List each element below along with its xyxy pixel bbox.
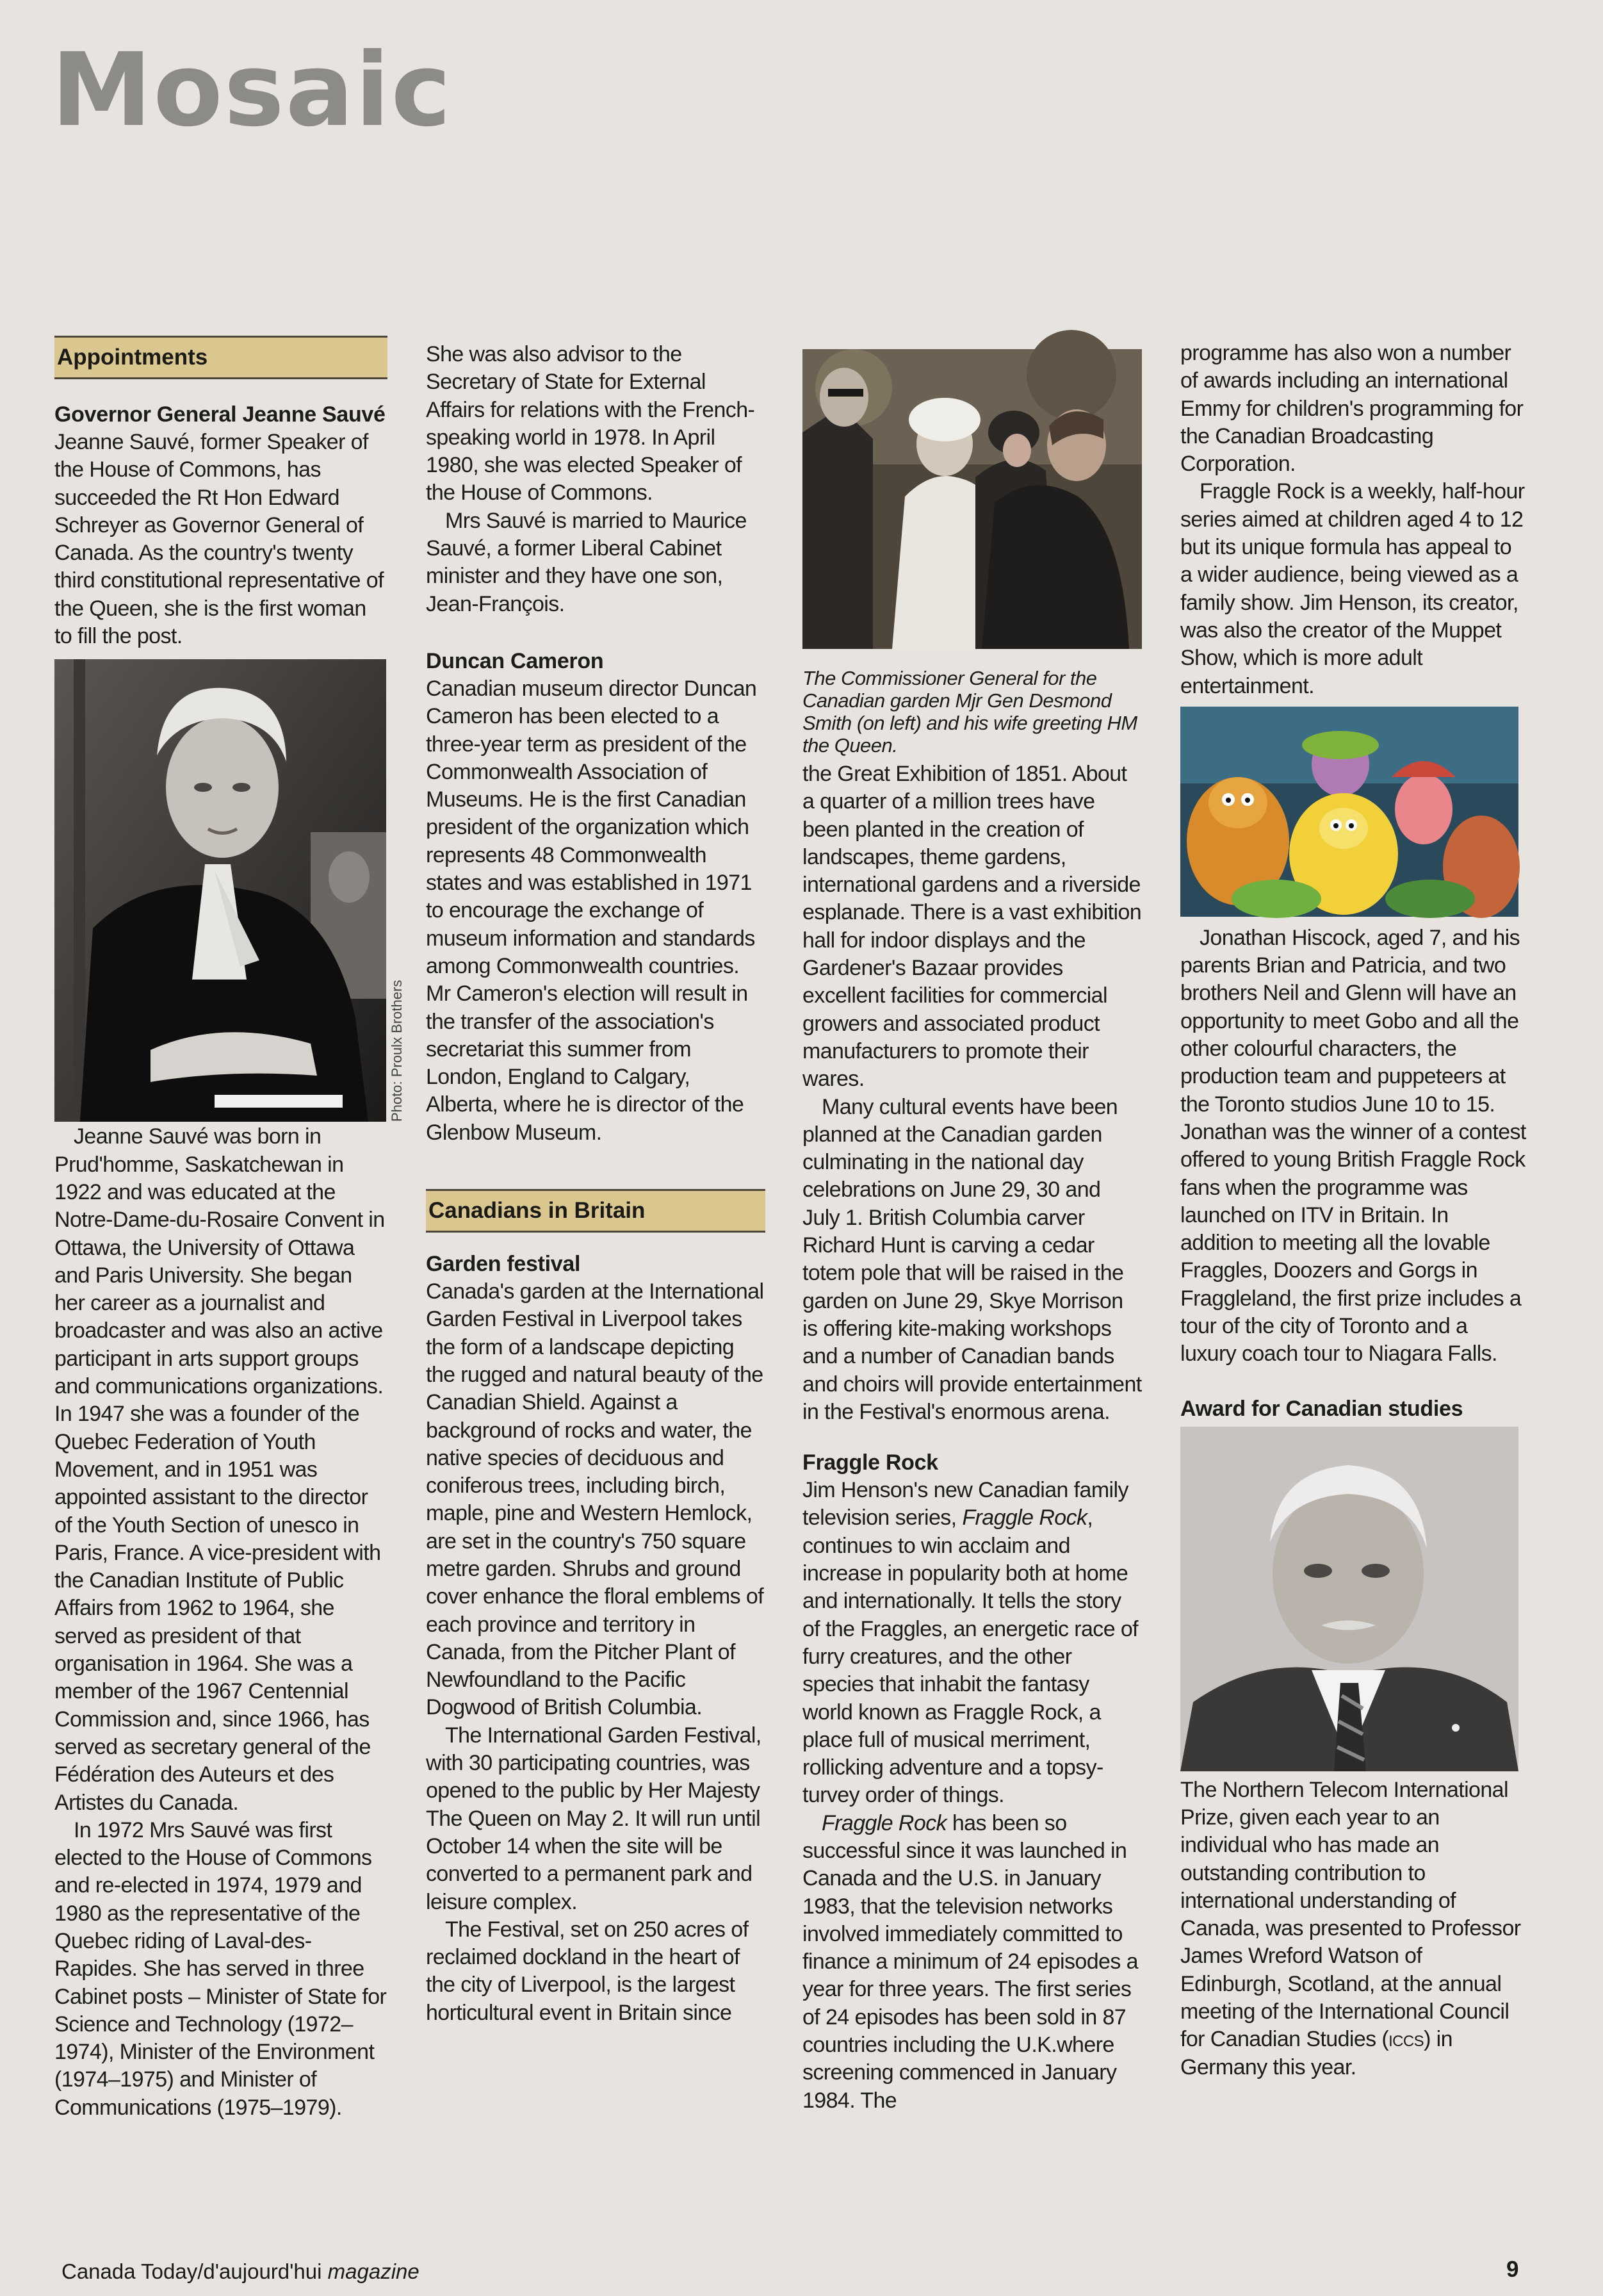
cameron-text [426, 675, 765, 1147]
paragraph: Fraggle Rock is a weekly, half-hour series aimed at children aged 4 to 12 but its unique formula has appeal to a wider audience, being viewed as a family show. Jim Henson, its creator, was also the creator of the Muppet Show, which is more adult entertainment. [1180, 479, 1525, 698]
sauve-continued [426, 341, 765, 618]
article-heading-award: Award for Canadian studies [1180, 1396, 1463, 1421]
column-3 [802, 349, 1142, 2115]
paragraph: Canada's garden at the International Garden Festival in Liverpool takes the form of a landscape depicting the rugged and natural beauty of the Canadian Shield. Against a background of rocks and water, the native species of deciduous and coniferous trees, including birch, maple, pine and Western Hemlock, are set in the country's 750 square metre garden. Shrubs and ground cover enhance the floral emblems of each province and territory in Canada, from the Pitcher Plant of Newfoundland to the Pacific Dogwood of British Columbia. [426, 1279, 764, 1720]
fraggle-continued [1180, 340, 1526, 700]
paragraph: the Great Exhibition of 1851. About a quarter of a million trees have been planted in the creation of landscapes, theme gardens, international gardens and a riverside esplanade. There is a vast exhibition hall for indoor displays and the Gardener's Bazaar provides excellent facilities for commercial growers and associated product manufacturers to promote their wares. [802, 762, 1142, 1092]
garden-text-continued [802, 760, 1142, 1426]
show-title: Fraggle Rock [822, 1810, 947, 1835]
column-1 [54, 336, 405, 2122]
sauve-intro [54, 429, 387, 650]
footer-publication [61, 2259, 419, 2284]
photo-queen-garden [802, 349, 1142, 649]
show-title: Fraggle Rock [962, 1505, 1087, 1530]
fraggle-contest [1180, 924, 1526, 1368]
paragraph: The International Garden Festival, with 30 participating countries, was opened to the public by Her Majesty The Queen on May 2. It will run until October 14 when the site will be converted to a permanent park and leisure complex. [426, 1723, 761, 1914]
sauve-bio [54, 1123, 387, 2122]
photo-credit: Photo: Proulx Brothers [389, 980, 405, 1122]
paragraph: The Festival, set on 250 acres of reclaimed dockland in the heart of the city of Liverpool, is the largest horticultural event in Britain since [426, 1917, 749, 2025]
article-heading-cameron: Duncan Cameron [426, 648, 604, 673]
column-2 [426, 341, 765, 2027]
photo-fraggles [1180, 707, 1518, 917]
paragraph: She was also advisor to the Secretary of State for External Affairs for relations with the French-speaking world in 1978. In April 1980, she was elected Speaker of the House of Commons. [426, 342, 755, 505]
fraggle-text [802, 1477, 1142, 2115]
fraggles-image [1180, 707, 1518, 917]
paragraph: In 1972 Mrs Sauvé was first elected to the House of Commons and re-elected in 1974, 1979 and 1980 as the representative of the Quebec riding of Laval-des- Rapides. She has served in three Cabinet posts – Minister of State for Science and Technology (1972–1974), Minister of the Environment (1974–1975) and Minister of Communications (1975–1979). [54, 1817, 387, 2120]
garden-text [426, 1278, 765, 2027]
paragraph: Jeanne Sauvé, former Speaker of the House of Commons, has succeeded the Rt Hon Edward Schreyer as Governor General of Canada. As the country's twenty third constitutional representative of the Queen, she is the first woman to fill the post. [54, 430, 384, 649]
text-run: , continues to win acclaim and increase in popularity both at home and internationally. It tells the story of the Fraggles, an energetic race of furry creatures, and the other species that inhabit the fantasy world known as Fraggle Rock, a place full of musical merriment, rollicking adventure and a topsy-turvey order of things. [802, 1505, 1139, 1808]
portrait-image [54, 659, 386, 1122]
article-heading-fraggle: Fraggle Rock [802, 1450, 938, 1475]
column-4 [1180, 340, 1526, 2081]
award-text [1180, 1776, 1526, 2081]
paragraph: Many cultural events have been planned at the Canadian garden culminating in the national day celebrations on June 29, 30 and July 1. British Columbia carver Richard Hunt is carving a cedar totem pole that will be raised in the garden on June 29, Skye Morrison is offering kite-making workshops and a number of Canadian bands and choirs will provide entertainment in the Festival's enormous arena. [802, 1094, 1142, 1424]
paragraph: Jonathan Hiscock, aged 7, and his parents Brian and Patricia, and two brothers Neil and Glenn will have an opportunity to meet Gobo and all the other colourful characters, the production team and puppeteers at the Toronto studios June 10 to 15. Jonathan was the winner of a contest offered to young British Fraggle Rock fans when the programme was launched on ITV in Britain. In addition to meeting all the lovable Fraggles, Doozers and Gorgs in Fraggleland, the first prize includes a tour of the city of Toronto and a luxury coach tour to Niagara Falls. [1180, 925, 1526, 1366]
publication-suffix: magazine [327, 2259, 419, 2283]
photo-james-watson [1180, 1427, 1518, 1771]
paragraph [802, 1477, 1142, 1810]
portrait-watson-image [1180, 1427, 1518, 1771]
publication-name: Canada Today/d'aujourd'hui [61, 2259, 322, 2283]
section-label: Appointments [57, 345, 208, 370]
text-run: has been so successful since it was launched in Canada and the U.S. in January 1983, that the television networks involved immediately committed to finance a minimum of 24 episodes a year for three years. The first series of 24 episodes has been sold in 87 countries including the U.K.where screening commenced in January 1984. The [802, 1810, 1138, 2113]
paragraph [802, 1810, 1142, 2115]
photo-caption: The Commissioner General for the Canadian garden Mjr Gen Desmond Smith (on left) and his wife greeting HM the Queen. [802, 667, 1137, 757]
photo-jeanne-sauve [54, 659, 405, 1122]
paragraph: Mrs Sauvé is married to Maurice Sauvé, a former Liberal Cabinet minister and they have one son, Jean-François. [426, 508, 747, 616]
paragraph: Canadian museum director Duncan Cameron has been elected to a three-year term as president of the Commonwealth Association of Museums. He is the first Canadian president of the organization which represents 48 Commonwealth states and was established in 1971 to encourage the exchange of museum information and standards among Commonwealth countries. Mr Cameron's election will result in the transfer of the association's secretariat this summer from London, England to Calgary, Alberta, where he is director of the Glenbow Museum. [426, 676, 757, 1145]
abbreviation: iccs [1388, 2027, 1424, 2052]
article-heading-sauve: Governor General Jeanne Sauvé [54, 402, 386, 427]
section-appointments [54, 336, 387, 379]
page-number: 9 [1506, 2257, 1519, 2282]
text-run: The Northern Telecom International Prize, given each year to an individual who has made an outstanding contribution to international understanding of Canada, was presented to Professor James Wreford Watson of Edinburgh, Scotland, at the annual meeting of the International Council for Canadian Studies ( [1180, 1777, 1521, 2052]
text-run: Jim Henson's new Canadian family television series, [802, 1478, 1128, 1530]
masthead-title: Mosaic [51, 31, 453, 149]
section-label: Canadians in Britain [428, 1198, 646, 1224]
article-heading-garden: Garden festival [426, 1252, 581, 1277]
paragraph: Jeanne Sauvé was born in Prud'homme, Saskatchewan in 1922 and was educated at the Notre-Dame-du-Rosaire Convent in Ottawa, the University of Ottawa and Paris University. She began her career as a journalist and broadcaster and was also an active participant in arts support groups and communications organizations. In 1947 she was a founder of the Quebec Federation of Youth Movement, and in 1951 was appointed assistant to the director of the Youth Section of unesco in Paris, France. A vice-president with the Canadian Institute of Public Affairs from 1962 to 1964, she served as president of that organisation in 1964. She was a member of the 1967 Centennial Commission and, since 1966, has served as secretary general of the Fédération des Auteurs et des Artistes du Canada. [54, 1124, 385, 1815]
text-run: ) in Germany this year. [1180, 2027, 1452, 2079]
garden-photo-image [802, 349, 1142, 649]
paragraph [1180, 1776, 1526, 2081]
paragraph: programme has also won a number of awards including an international Emmy for children's programming for the Canadian Broadcasting Corporation. [1180, 341, 1524, 477]
section-canadians-in-britain [426, 1189, 765, 1233]
